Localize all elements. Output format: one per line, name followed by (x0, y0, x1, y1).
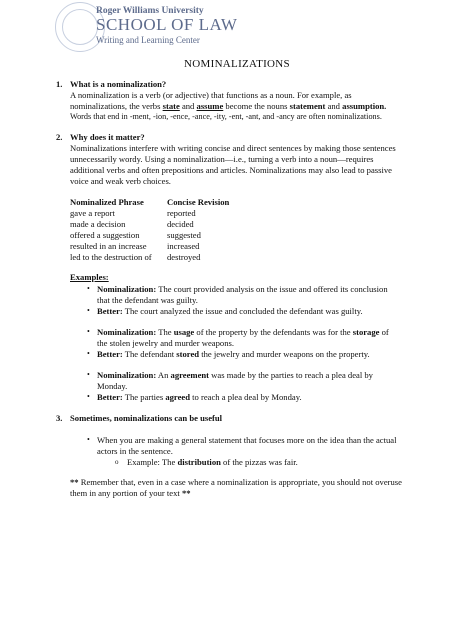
table-cell: decided (167, 219, 194, 229)
logo-center: Writing and Learning Center (96, 35, 200, 45)
example-2-nominalization-cont: the stolen jewelry and murder weapons. (97, 338, 234, 348)
section-3-bullet-line2: actors in the sentence. (97, 446, 173, 456)
table-cell: suggested (167, 230, 201, 240)
example-1-nominalization: Nominalization: The court provided analysis on the issue and offered its conclusion (97, 284, 388, 294)
table-cell: offered a suggestion (70, 230, 140, 240)
table-cell: destroyed (167, 252, 201, 262)
section-3-bullet-line1: When you are making a general statement that focuses more on the idea than the actual (97, 435, 397, 445)
example-2-nominalization: Nominalization: The usage of the property by the defendants was for the storage of (97, 327, 389, 337)
example-3-nominalization: Nominalization: An agreement was made by the parties to reach a plea deal by (97, 370, 373, 380)
word-state: state (162, 101, 180, 111)
section-2-line: unnecessarily wordy. Using a nominalization—i.e., turning a verb into a noun—requires (70, 154, 374, 164)
table-cell: made a decision (70, 219, 126, 229)
table-cell: reported (167, 208, 196, 218)
section-1-heading: What is a nominalization? (70, 79, 167, 89)
word-statement: statement (289, 101, 326, 111)
table-cell: led to the destruction of (70, 252, 152, 262)
section-2-line: voice and weak verb choices. (70, 176, 171, 186)
section-2-number: 2. (56, 132, 63, 142)
example-2-better: Better: The defendant stored the jewelry and murder weapons on the property. (97, 349, 370, 359)
note-line2: them in any portion of your text ** (70, 488, 191, 498)
logo-school: SCHOOL OF LAW (96, 15, 238, 34)
logo-university: Roger Williams University (96, 6, 204, 16)
word-distribution: distribution (177, 457, 221, 467)
section-1-line2: nominalizations, the verbs state and assume become the nouns statement and assumption. (70, 101, 387, 111)
bullet-icon: • (87, 306, 90, 315)
example-3-better: Better: The parties agreed to reach a plea deal by Monday. (97, 392, 302, 402)
example-3-nominalization-cont: Monday. (97, 381, 128, 391)
word-assumption: assumption. (342, 101, 387, 111)
page-title: NOMINALIZATIONS (184, 58, 290, 70)
bullet-icon: • (87, 370, 90, 379)
bullet-icon: • (87, 392, 90, 401)
table-cell: increased (167, 241, 200, 251)
table-cell: gave a report (70, 208, 115, 218)
section-3-number: 3. (56, 413, 63, 423)
example-1-nominalization-cont: that the defendant was guilty. (97, 295, 198, 305)
section-2-line: additional verbs and often prepositions and articles. Nominalizations may also lead to passive (70, 165, 392, 175)
note-line1: ** Remember that, even in a case where a nominalization is appropriate, you should not overuse (70, 477, 402, 487)
bullet-icon: • (87, 327, 90, 336)
examples-label: Examples: (70, 272, 109, 282)
example-1-better: Better: The court analyzed the issue and concluded the defendant was guilty. (97, 306, 363, 316)
section-1-line3: Words that end in -ment, -ion, -ence, -ance, -ity, -ent, -ant, and -ancy are often nominalizations. (70, 112, 382, 121)
section-1-line1: A nominalization is a verb (or adjective) that functions as a noun. For example, as (70, 90, 352, 100)
table-header-concise: Concise Revision (167, 197, 230, 207)
table-cell: resulted in an increase (70, 241, 147, 251)
bullet-icon: • (87, 349, 90, 358)
bullet-icon: • (87, 284, 90, 293)
word-assume: assume (196, 101, 224, 111)
section-3-example: Example: The distribution of the pizzas was fair. (127, 457, 298, 467)
section-2-heading: Why does it matter? (70, 132, 145, 142)
section-1-number: 1. (56, 79, 63, 89)
table-header-nominalized: Nominalized Phrase (70, 197, 144, 207)
bullet-icon: • (87, 435, 90, 444)
section-2-line: Nominalizations interfere with writing concise and direct sentences by making those sentences (70, 143, 396, 153)
sub-bullet-icon: o (115, 458, 119, 466)
section-3-heading: Sometimes, nominalizations can be useful (70, 413, 223, 423)
